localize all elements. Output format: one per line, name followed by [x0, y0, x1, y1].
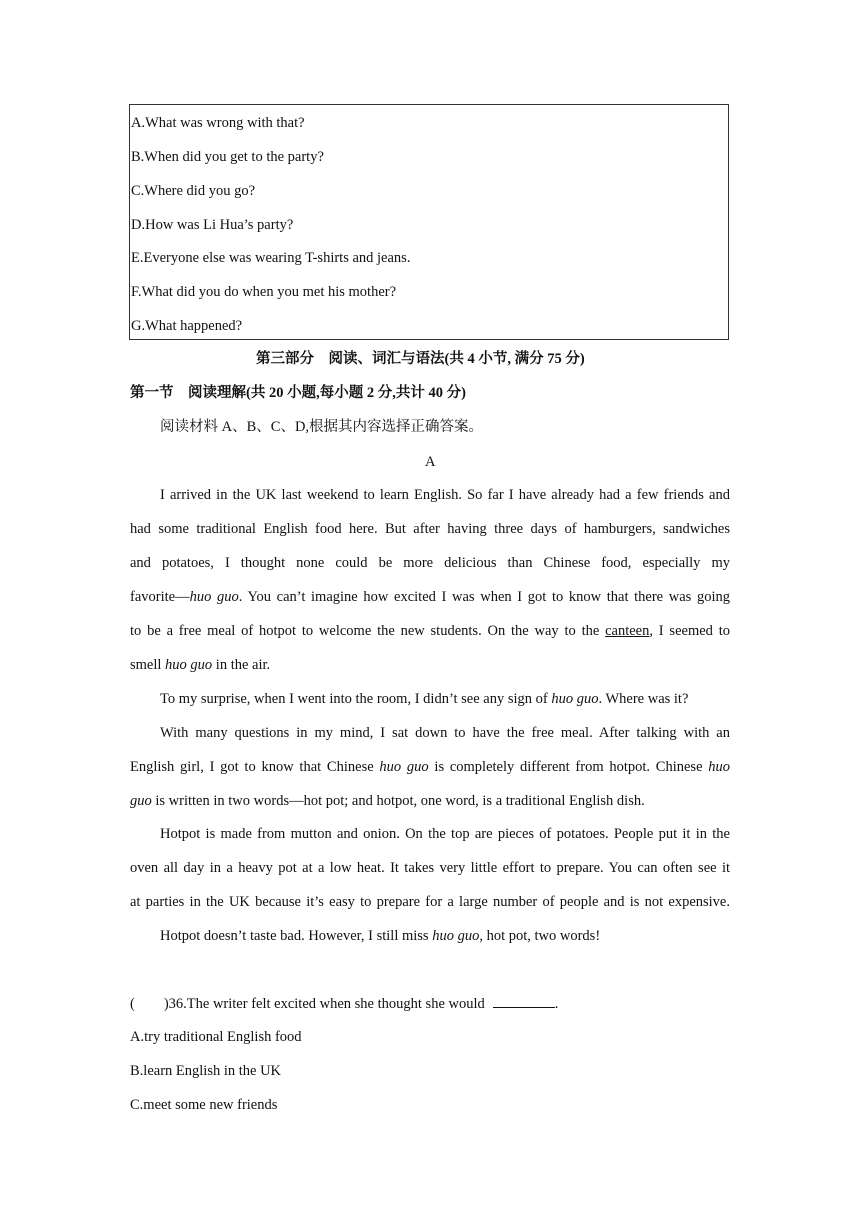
- passage-line: favorite—huo guo. You can’t imagine how excited I was when I got to know that there was going: [130, 589, 731, 605]
- section-title: 第一节 阅读理解(共 20 小题,每小题 2 分,共计 40 分): [130, 385, 466, 401]
- option-e: E.Everyone else was wearing T-shirts and jeans.: [131, 250, 411, 266]
- option-a: A.What was wrong with that?: [131, 115, 305, 131]
- passage-line: at parties in the UK because it’s easy to prepare for a large number of people and is not expensive.: [130, 894, 730, 910]
- choice-b[interactable]: B.learn English in the UK: [130, 1063, 282, 1079]
- passage-line: smell huo guo in the air.: [130, 657, 271, 673]
- passage-line: guo is written in two words—hot pot; and hotpot, one word, is a traditional English dish.: [130, 793, 645, 809]
- passage-line: Hotpot is made from mutton and onion. On the top are pieces of potatoes. People put it in the: [160, 826, 730, 842]
- passage-line: oven all day in a heavy pot at a low heat. It takes very little effort to prepare. You can often see it: [130, 860, 730, 876]
- part-title: 第三部分 阅读、词汇与语法(共 4 小节, 满分 75 分): [256, 351, 585, 367]
- passage-line: To my surprise, when I went into the room, I didn’t see any sign of huo guo. Where was it?: [160, 691, 689, 707]
- option-g: G.What happened?: [131, 318, 243, 334]
- option-d: D.How was Li Hua’s party?: [131, 217, 294, 233]
- passage-line: Hotpot doesn’t taste bad. However, I still miss huo guo, hot pot, two words!: [160, 928, 601, 944]
- passage-line: to be a free meal of hotpot to welcome the new students. On the way to the canteen, I seemed to: [130, 623, 730, 639]
- passage-line: English girl, I got to know that Chinese huo guo is completely different from hotpot. Chinese huo: [130, 759, 731, 775]
- answer-blank[interactable]: [493, 993, 555, 1008]
- option-f: F.What did you do when you met his mother?: [131, 284, 397, 300]
- question-stem: ( )36.The writer felt excited when she thought she would .: [130, 993, 558, 1014]
- option-c: C.Where did you go?: [131, 183, 256, 199]
- choice-c[interactable]: C.meet some new friends: [130, 1097, 278, 1113]
- choice-a[interactable]: A.try traditional English food: [130, 1029, 302, 1045]
- passage-line: and potatoes, I thought none could be more delicious than Chinese food, especially my: [130, 555, 730, 571]
- underlined-word: canteen: [605, 623, 650, 639]
- passage-line: had some traditional English food here. But after having three days of hamburgers, sandwiches: [130, 521, 730, 537]
- passage-line: I arrived in the UK last weekend to learn English. So far I have already had a few friends and: [160, 487, 730, 503]
- passage-label: A: [425, 454, 436, 470]
- instruction: 阅读材料 A、B、C、D,根据其内容选择正确答案。: [160, 419, 484, 435]
- options-box: [129, 104, 729, 340]
- option-b: B.When did you get to the party?: [131, 149, 324, 165]
- passage-line: With many questions in my mind, I sat down to have the free meal. After talking with an: [160, 725, 730, 741]
